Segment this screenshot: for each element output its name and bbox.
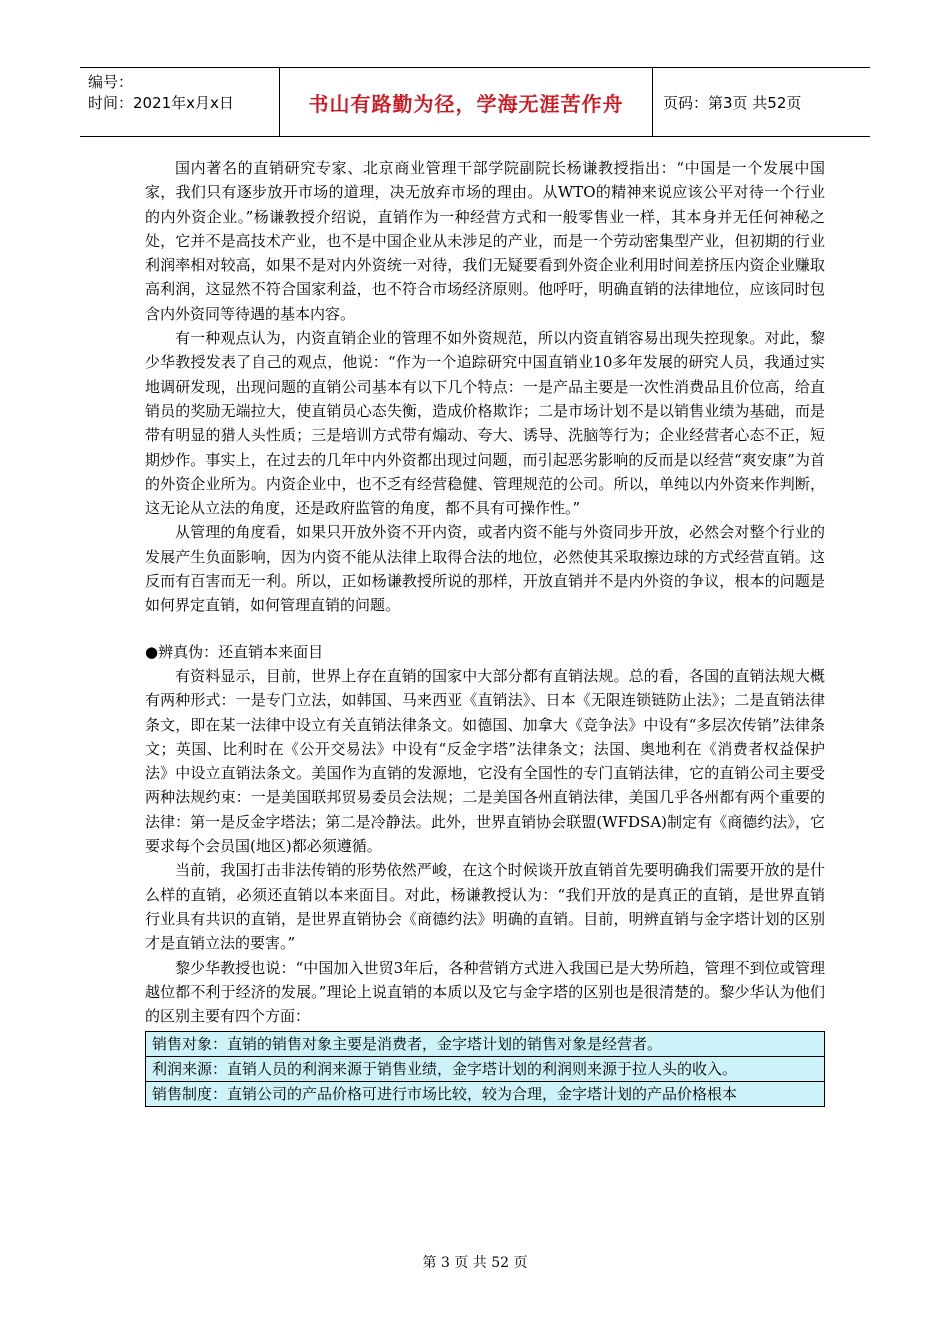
paragraph: 国内著名的直销研究专家、北京商业管理干部学院副院长杨谦教授指出：“中国是一个发展中国家，我们只有逐步放开市场的道理，决无放弃市场的理由。从WTO的精神来说应该公平对待一个行业的内外资企业。”杨谦教授介绍说，直销作为一种经营方式和一般零售业一样，其本身并无任何神秘之处，它并不是高技术产业，也不是中国企业从未涉足的产业，而是一个劳动密集型产业，但初期的行业利润率相对较高，如果不是对内外资统一对待，我们无疑要看到外资企业利用时间差挤压内资企业赚取高利润，这显然不符合国家利益，也不符合市场经济原则。他呼吁，明确直销的法律地位，应该同时包含内外资同等待遇的基本内容。 bbox=[145, 159, 825, 323]
paragraph: 当前，我国打击非法传销的形势依然严峻，在这个时候谈开放直销首先要明确我们需要开放的是什么样的直销，必须还直销以本来面目。对此，杨谦教授认为：“我们开放的是真正的直销，是世界直销行业具有共识的直销，是世界直销协会《商德约法》明确的直销。目前，明辨直销与金字塔计划的区别才是直销立法的要害。” bbox=[145, 861, 825, 953]
bullet-icon: ● bbox=[145, 642, 159, 661]
table-row: 销售对象：直销的销售对象主要是消费者，金字塔计划的销售对象是经营者。 bbox=[146, 1032, 824, 1057]
header-motto: 书山有路勤为径，学海无涯苦作舟 bbox=[280, 68, 653, 136]
article-body bbox=[145, 156, 825, 1107]
document-number-label: 编号： bbox=[88, 73, 134, 91]
table-row: 销售制度：直销公司的产品价格可进行市场比较，较为合理，金字塔计划的产品价格根本 bbox=[146, 1082, 824, 1106]
page-header bbox=[80, 67, 870, 137]
paragraph: 黎少华教授也说：“中国加入世贸3年后，各种营销方式进入我国已是大势所趋，管理不到位或管理越位都不利于经济的发展。”理论上说直销的本质以及它与金字塔的区别也是很清楚的。黎少华认为他们的区别主要有四个方面： bbox=[145, 958, 825, 1026]
paragraph: 有资料显示，目前，世界上存在直销的国家中大部分都有直销法规。总的看，各国的直销法规大概有两种形式：一是专门立法，如韩国、马来西亚《直销法》、日本《无限连锁链防止法》；二是直销法律条文，即在某一法律中设立有关直销法律条文。如德国、加拿大《竞争法》中设有“多层次传销”法律条文；英国、比利时在《公开交易法》中设有“反金字塔”法律条文；法国、奥地利在《消费者权益保护法》中设立直销法条文。美国作为直销的发源地，它没有全国性的专门直销法律，它的直销公司主要受两种法规约束：一是美国联邦贸易委员会法规；二是美国各州直销法律，美国几乎各州都有两个重要的法律：第一是反金字塔法；第二是冷静法。此外，世界直销协会联盟(WFDSA)制定有《商德约法》，它要求每个会员国(地区)都必须遵循。 bbox=[145, 666, 825, 856]
paragraph: 有一种观点认为，内资直销企业的管理不如外资规范，所以内资直销容易出现失控现象。对此，黎少华教授发表了自己的观点，他说：“作为一个追踪研究中国直销业10多年发展的研究人员，我通过实地调研发现，出现问题的直销公司基本有以下几个特点：一是产品主要是一次性消费品且价位高，给直销员的奖励无端拉大，使直销员心态失衡，造成价格欺诈；二是市场计划不是以销售业绩为基础，而是带有明显的猎人头性质；三是培训方式带有煽动、夸大、诱导、洗脑等行为；企业经营者心态不正，短期炒作。事实上，在过去的几年中内外资都出现过问题，而引起恶劣影响的反而是以经营“爽安康”为首的外资企业所为。内资企业中，也不乏有经营稳健、管理规范的公司。所以，单纯以内外资来作判断，这无论从立法的角度，还是政府监管的角度，都不具有可操作性。” bbox=[145, 329, 825, 518]
header-meta bbox=[80, 68, 280, 136]
header-page-info: 页码：第3页 共52页 bbox=[663, 93, 802, 112]
table-row: 利润来源：直销人员的利润来源于销售业绩，金字塔计划的利润则来源于拉人头的收入。 bbox=[146, 1057, 824, 1082]
section-heading-text: 辨真伪：还直销本来面目 bbox=[158, 642, 324, 661]
paragraph: 从管理的角度看，如果只开放外资不开内资，或者内资不能与外资同步开放，必然会对整个行业的发展产生负面影响，因为内资不能从法律上取得合法的地位，必然使其采取擦边球的方式经营直销。这反而有百害而无一利。所以，正如杨谦教授所说的那样，开放直销并不是内外资的争议，根本的问题是如何界定直销，如何管理直销的问题。 bbox=[145, 523, 825, 615]
section-heading bbox=[145, 640, 825, 664]
page-footer: 第 3 页 共 52 页 bbox=[422, 1255, 528, 1271]
comparison-table bbox=[145, 1031, 825, 1107]
section-gap bbox=[145, 618, 825, 640]
document-date: 时间：2021年x月x日 bbox=[88, 94, 234, 112]
